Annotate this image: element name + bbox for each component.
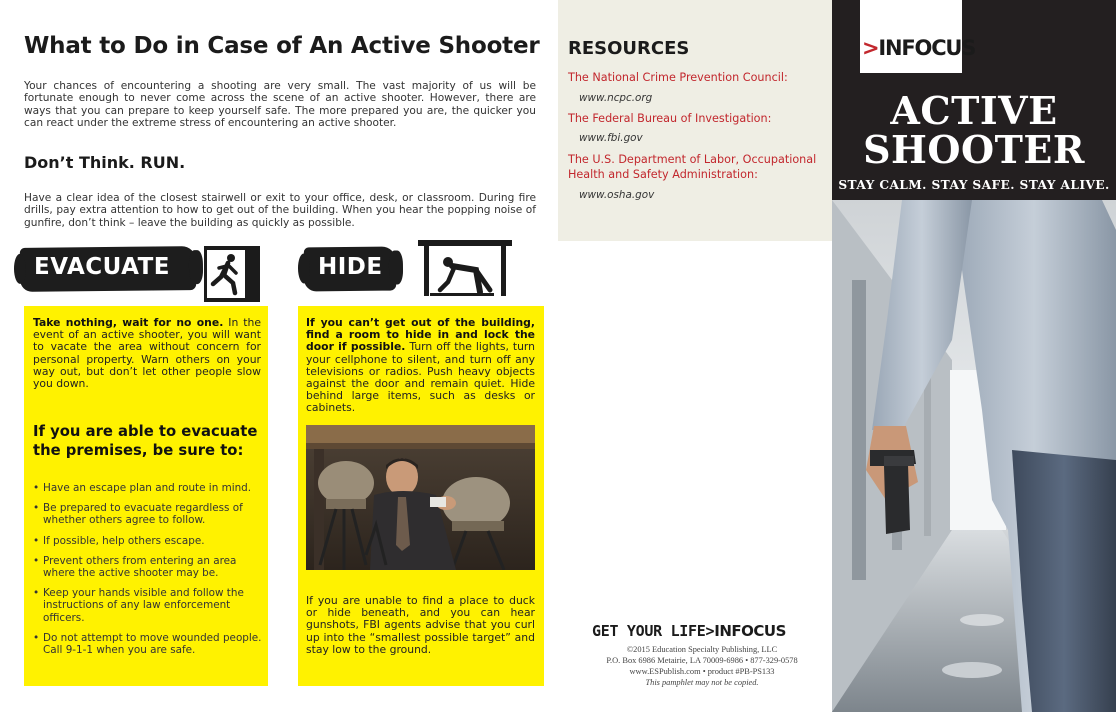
exit-running-man-icon	[204, 244, 262, 304]
list-item: • Do not attempt to move wounded people. Call 9-1-1 when you are safe.	[33, 632, 263, 656]
web-product-text[interactable]: www.ESPublish.com • product #PB-PS133	[629, 667, 775, 676]
list-item: • Keep your hands visible and follow the instructions of any law enforcement officers.	[33, 587, 263, 624]
evacuate-lead-bold: Take nothing, wait for no one.	[33, 316, 224, 329]
page-title: What to Do in Case of An Active Shooter	[24, 33, 540, 59]
cover-title-line2: SHOOTER	[863, 127, 1085, 172]
brand-prefix: GET YOUR LIFE	[592, 622, 706, 640]
resource-org-fbi: The Federal Bureau of Investigation:	[568, 112, 772, 125]
evacuate-heading: EVACUATE	[34, 254, 171, 280]
get-your-life-infocus-brand	[592, 622, 786, 640]
logo-arrow: >	[862, 36, 879, 60]
list-item: • If possible, help others escape.	[33, 535, 263, 547]
address-text: P.O. Box 6986 Metairie, LA 70009-6986 • 877-329-0578	[606, 656, 798, 665]
resources-title: RESOURCES	[568, 38, 690, 59]
list-item: • Have an escape plan and route in mind.	[33, 482, 263, 494]
copy-notice-text: This pamphlet may not be copied.	[645, 678, 759, 687]
hide-heading: HIDE	[318, 254, 383, 280]
evacuate-bullet-list	[33, 482, 263, 664]
hallway-gunman-photo	[832, 200, 1116, 712]
logo-word: INFOCUS	[878, 36, 976, 60]
evacuate-lead-rest: In the event of an active shooter, you will want to vacate the area without concern for personal property. Warn others on your way out, but don’t let other people slow you down.	[33, 316, 261, 391]
resource-org-osha: The U.S. Department of Labor, Occupational Health and Safety Administration:	[568, 153, 817, 182]
hide-lead-rest: Turn off the lights, turn your cellphone to silent, and turn off any televisions or radios. Push heavy objects against the door and remain quiet. Hide behind large items, such as desks or cabinets.	[306, 340, 536, 415]
resource-url-ncpc[interactable]: www.ncpc.org	[579, 92, 653, 104]
list-item: • Be prepared to evacuate regardless of whether others agree to follow.	[33, 502, 263, 526]
hide-lead-bold: If you can’t get out of the building, find a room to hide in and lock the door if possible.	[306, 316, 535, 354]
resource-org-ncpc: The National Crime Prevention Council:	[568, 71, 788, 84]
cover-title-line1: ACTIVE	[890, 88, 1058, 133]
copyright-text: ©2015 Education Specialty Publishing, LLC	[626, 645, 778, 654]
infocus-logo	[862, 36, 975, 60]
list-item: • Prevent others from entering an area where the active shooter may be.	[33, 555, 263, 579]
brand-arrow: >	[705, 622, 715, 640]
hiding-under-desk-icon	[418, 240, 512, 298]
cover-tagline: STAY CALM. STAY SAFE. STAY ALIVE.	[838, 178, 1110, 192]
hide-bottom-text: If you are unable to find a place to duck or hide beneath, and you can hear gunshots, FBI agents advise that you curl up into the “smallest possible target” and stay low to the ground.	[306, 594, 535, 656]
resource-url-osha[interactable]: www.osha.gov	[579, 189, 655, 201]
intro-paragraph: Your chances of encountering a shooting are very small. The vast majority of us will be fortunate enough to never come across the scene of an active shooter. However, there are ways that you can prepare to keep yourself safe. The more prepared you are, the quicker you can react under the extreme stress of encountering an active shooter.	[24, 80, 536, 130]
evacuate-lead-text	[33, 317, 261, 390]
evacuate-premises-heading: If you are able to evacuate the premises, be sure to:	[33, 423, 258, 459]
brand-suffix: INFOCUS	[714, 622, 786, 640]
hide-lead-text	[306, 317, 535, 415]
run-paragraph: Have a clear idea of the closest stairwell or exit to your office, desk, or classroom. During fire drills, pay extra attention to how to get out of the building. When you hear the popping noise of gunfire, don’t think – leave the building as quickly as possible.	[24, 192, 536, 229]
man-hiding-under-desk-photo	[306, 425, 535, 570]
run-subtitle: Don’t Think. RUN.	[24, 153, 186, 172]
resource-url-fbi[interactable]: www.fbi.gov	[579, 132, 643, 144]
